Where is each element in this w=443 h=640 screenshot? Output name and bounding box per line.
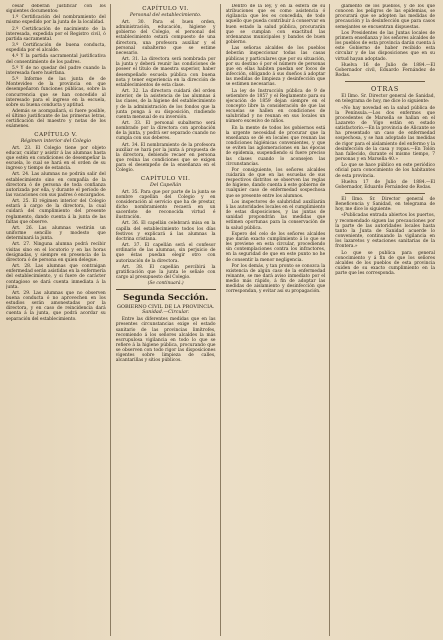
paragraph: 1.º Certificación del nombramiento del mismo expedido por la junta de la localidad.: [6, 15, 106, 26]
paragraph: «No hay novedad en la salud pública de la Península.—Los dos enfermos que procedentes de Marsella se hallan en el Lazareto de Vigo están en estado satisfactorio.—En la provincia de Alicante se ha presentado un caso de enfermedad sospechosa, y se han adoptado las medidas de rigor para el aislamiento del enfermo y la desinfección de la casa y ropas.—En Tolón han fallecido, durante el mismo tiempo, 7 personas y en Marsella 40.»: [335, 105, 435, 163]
paragraph: Art. 33. El personal subalterno será nombrado por la directora con aprobación de la junta, y podrá ser separado cuando no cumpla con sus deberes.: [115, 120, 216, 142]
paragraph: Art. 36. El capellán celebrará misa en la capilla del establecimiento todos los días festivos y explicará á las alumnas la doctrina cristiana.: [115, 221, 216, 242]
chapter-heading: CAPÍTULO VI.: [142, 6, 190, 12]
text-columns: [6, 4, 439, 636]
paragraph: Entre las diferentes medidas que en las presentes circunstancias exige el estado sanitario de las provincias limítrofes, recomiendo á los señores alcaldes la más escrupulosa vigilancia en todo lo que se refiere á la higiene pública, procurando que se observen con todo rigor las disposiciones vigentes sobre limpieza de calles, alcantarillas y sitios públicos.: [115, 317, 216, 364]
paragraph: Art. 38. El capellán percibirá la gratificación que la junta le señale con cargo al presupuesto del Colegio.: [115, 264, 216, 281]
paragraph: Huelva 16 de Julio de 1884.—El Gobernador civil, Eduardo Fernández de Rodas.: [335, 62, 435, 79]
paragraph: Los inspectores de salubridad auxiliarán á las autoridades locales en el cumplimiento de estas disposiciones, y las juntas de sanidad propondrán las medidas que estimen oportunas para la conservación de la salud pública.: [225, 199, 326, 231]
paragraph: Los Presidentes de las Juntas locales de primera enseñanza y los señores alcaldes de los pueblos de esta provincia darán cuenta á este Gobierno de haber recibido esta circular y de las disposiciones que en su virtud hayan adoptado.: [335, 30, 435, 62]
paragraph: Lo que se publica para general conocimiento y á fin de que los señores alcaldes de los pueblos de esta provincia cuiden de su exacto cumplimiento en la parte que les corresponda.: [335, 250, 435, 277]
column-2: [116, 4, 221, 636]
paragraph: 5.º Informe de las junta de de Montevideo de la provincia en que desempeñaron funciones públicas, sobre la concurrencia que se han concedido al interesado para el ingreso en la escuela, sobre su buena conducta y aptitud.: [6, 77, 106, 108]
paragraph: Art. 34. El nombramiento de la profesora auxiliar se hará por la junta á propuesta de la directora, debiendo recaer en persona que reúna las condiciones que se exigen para el desempeño de la enseñanza en el Colegio.: [115, 142, 216, 174]
paragraph: Art. 26. Las alumnas vestirán un uniforme sencillo y modesto que determinará la junta.: [6, 225, 106, 242]
paragraph: Art. 37. El capellán será el confesor ordinario de las alumnas, sin perjuicio de que éstas puedan elegir otro con autorización de la directora.: [115, 243, 216, 264]
paragraph: Lo que se hace público en este periódico oficial para conocimiento de los habitantes de esta provincia.: [335, 163, 435, 179]
paragraph: Art. 25. El régimen interior del Colegio estará á cargo de la directora, la cual cuidará del cumplimiento del presente reglamento, dando cuenta á la junta de las faltas que observe.: [6, 199, 106, 225]
chapter-subtitle: Régimen interior del Colegio: [20, 138, 92, 144]
paragraph: Art. 30. Para el buen orden, administración, educación, higiene y gobierno del Colegio, el personal del establecimiento estará compuesto de una directora, una profesora auxiliar y el personal subalterno que se estime necesario.: [115, 20, 216, 56]
paragraph: Dentro de la ley, y en la esfera de su atribuciones que es como asistencia ó vigilancia que les es concedida, de todo aquello que pueda contribuir á conservar en buen estado la salud pública, procurarán que se cumplan con exactitud las ordenanzas municipales y bandos de buen gobierno.: [225, 4, 326, 46]
column-1: [6, 4, 111, 636]
paragraph: Las señoras alcaldes de los pueblos deberán inspeccionar todas las casas públicas y particulares que por su situación, por su destino ó por el número de personas que en ellas habiten puedan ser focos de infección, obligando á sus dueños á adoptar las medidas de limpieza y desinfección que se estimen necesarias.: [225, 46, 326, 88]
paragraph: Art. 35. Para que por parte de la junta se nombre capellán del Colegio y en consideración al servicio que ha de prestar, dicho nombramiento recaerá en un sacerdote de reconocida virtud é ilustración.: [115, 189, 216, 221]
paragraph: La ley de Instrucción pública de 9 de setiembre de 1857 y el Reglamento para su ejecución de 1859 dejan siempre en el concepto libre la consideración de que las escuelas se hallen en condiciones de salubridad y no reunan en sus locales un número excesivo de niños.: [225, 88, 326, 125]
column-4: [335, 4, 439, 636]
paragraph: Art. 23. El Colegio tiene por objeto educar, cuidar y asistir á las alumnas hasta que estén en condiciones de desempeñar la escuela, lo cual se hará en el orden de su ingreso y tiempo de estancia.: [6, 145, 106, 172]
divider-rule: [345, 193, 425, 194]
paragraph: Huelva 17 de Julio de 1884.—El Gobernador, Eduardo Fernández de Rodas.: [335, 179, 435, 190]
chapter-subtitle: Sanidad.—Circular.: [142, 310, 190, 316]
paragraph: Art. 32. La directora cuidará del orden interior, de la asistencia de las alumnas á las clases, de la higiene del establecimiento y de la administración de los fondos que la junta ponga á su disposición, rindiendo cuenta mensual de su inversión.: [115, 89, 216, 120]
paragraph: Art. 27. Ninguna alumna podrá recibir visitas sino en el locutorio y en las horas designadas, y siempre en presencia de la directora ó de persona en quien delegue.: [6, 242, 106, 263]
chapter-subtitle: Del Capellán: [150, 182, 182, 188]
paragraph: Art. 29. Las alumnas que no observen buena conducta ó no aprovechen en los estudios serán amonestadas por la directora, y en caso de reincidencia dará cuenta á la junta, que podrá acordar su separación del establecimiento.: [6, 290, 106, 322]
paragraph: Por los demás, y tan pronto se conozca la existencia de algún caso de la enfermedad reinante, se me dará aviso inmediato por el medio más rápido, á fin de adoptar las medidas de aislamiento y desinfección que correspondan, y evitar así su propagación.: [225, 263, 326, 295]
paragraph: Por consiguiente, los señores alcaldes cuidarán de que en las escuelas de sus respectivos distritos se observen las reglas de higiene, dando cuenta á este gobierno de cualquier caso de enfermedad sospechosa que se presente entre los alumnos.: [225, 167, 326, 199]
paragraph: 5.º Y de no quedar del padre cuando la interesada fuere huérfana.: [6, 65, 106, 76]
paragraph: 3.º Certificación de buena conducta, expedida por el alcalde.: [6, 43, 106, 54]
paragraph: 2.º Certificación de nacimiento de la interesada, expedida por el Registro civil, ó partida sacramental.: [6, 26, 106, 42]
paragraph: Además se acompañará, si fuere posible, el último justificante de las primeras letras, certificación del maestro y notas de los exámenes.: [6, 108, 106, 130]
paragraph: Art. 31. La directora será nombrada por la junta y deberá reunir las condiciones de poseer el título de maestra superior, haber desempeñado escuela pública con buena nota y tener experiencia en la dirección de establecimientos de esta clase.: [115, 57, 216, 88]
government-heading: GOBIERNO CIVIL DE LA PROVINCIA.: [116, 304, 215, 311]
chapter-heading: CAPÍTULO VII.: [140, 175, 191, 182]
otras-heading: OTRAS: [370, 85, 400, 94]
chapter-heading: CAPÍTULO V.: [34, 131, 78, 138]
section-heading: Segunda Sección.: [116, 289, 216, 303]
divider-rule: [345, 81, 425, 82]
paragraph: glamento de los pueblos, y de los que conocen los peligros de las epidemias, se procurará que se adopten las medidas de precaución y la desinfección que para casos semejantes se encuentran dispuestas.: [335, 4, 435, 30]
column-3: [226, 4, 331, 636]
paragraph: Art. 28. Las alumnas que contraigan enfermedad serán asistidas en la enfermería del establecimiento, y si fuere de carácter contagioso se dará cuenta inmediata á la junta.: [6, 264, 106, 290]
paragraph: El Ilmo. Sr. Director general de Beneficencia y Sanidad, en telegrama de hoy, me dice lo siguiente:: [335, 197, 435, 213]
paragraph: El Ilmo. Sr. Director general de Sanidad, en telegrama de hoy, me dice lo siguiente:: [335, 94, 435, 105]
paragraph: 4.º Y la partida sacramental justificativa del consentimiento de los padres.: [6, 54, 106, 65]
continued-note: (Se continuará.): [147, 281, 184, 287]
paragraph: Espero del celo de los señores alcaldes que darán exacto cumplimiento á lo que se les previene en esta circular, procediendo sin contemplaciones contra los infractores, en la seguridad de que en este punto no he de consentir la menor negligencia.: [225, 231, 326, 263]
paragraph: cesar deberán justificar con los siguientes documentos:: [6, 4, 106, 15]
paragraph: Art. 24. Las alumnas no podrán salir del establecimiento sino en compañía de la directora ó de persona de toda confianza autorizada por ella, y durante el período de las vacaciones con sus padres ó encargados.: [6, 172, 106, 198]
chapter-subtitle: Personal del establecimiento.: [129, 13, 202, 18]
paragraph: En la mente de todos los gobiernos está la urgente necesidad de procurar que la enseñanza se dé en locales que reunan las condiciones higiénicas convenientes, y que se eviten las aglomeraciones en las épocas de epidemia, suspendiendo si fuere preciso las clases cuando lo aconsejen las circunstancias.: [225, 125, 326, 167]
paragraph: «Publicadas entrada abiertos los puertos, y recomendado siguen las precauciones por la parte de las autoridades locales hasta tanto la Junta de Sanidad acuerde lo conveniente, continuando la vigilancia en los lazaretos y estaciones sanitarias de la frontera.»: [335, 213, 435, 250]
